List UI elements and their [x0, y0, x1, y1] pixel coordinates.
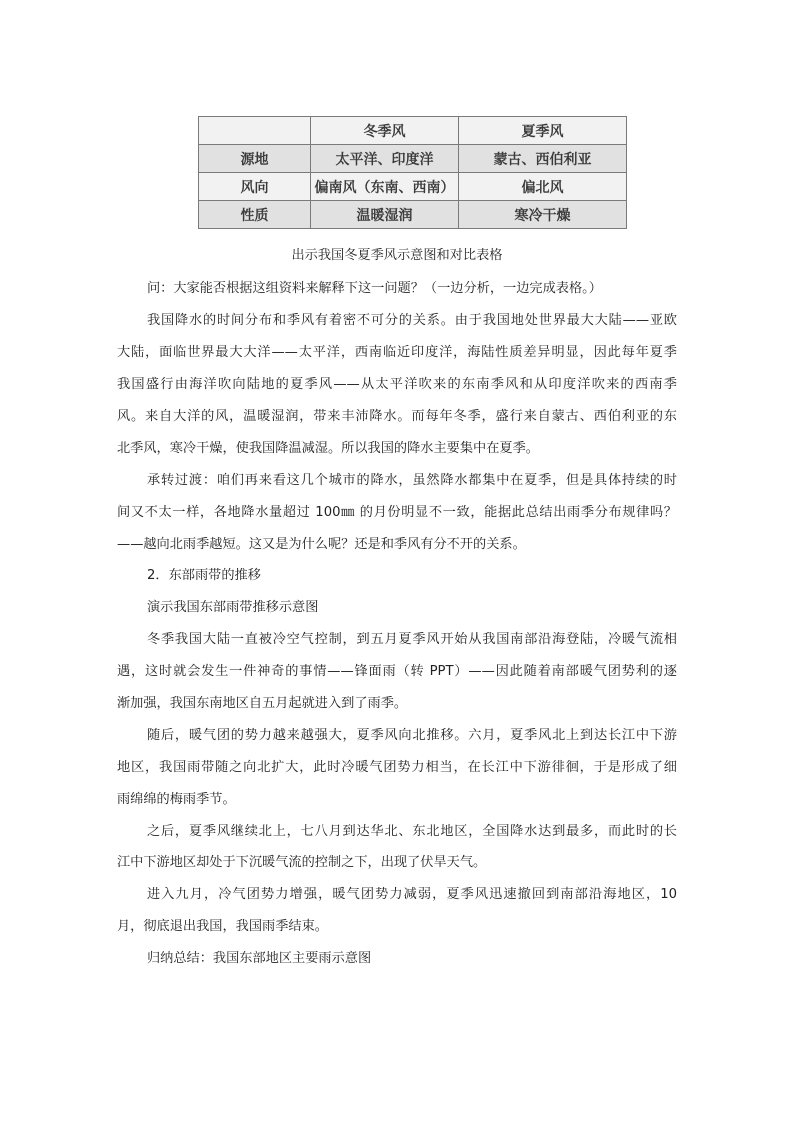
- text-line: 江中下游地区却处于下沉暖气流的控制之下，出现了伏旱天气。: [117, 855, 487, 870]
- table-header-cell: 夏季风: [459, 117, 627, 145]
- text-line: 进入九月，冷气团势力增强，暖气团势力减弱，夏季风迅速撤回到南部沿海地区，10: [147, 887, 677, 902]
- question-line: 问：大家能否根据这组资料来解释下这一问题？（一边分析，一边完成表格。）: [147, 281, 602, 296]
- text-line: 北季风，寒冷干燥，使我国降温减湿。所以我国的降水主要集中在夏季。: [117, 441, 539, 456]
- table-cell: 源地: [199, 145, 311, 173]
- text-line: 随后，暖气团的势力越来越强大，夏季风向北推移。六月，夏季风北上到达长江中下游: [147, 728, 677, 743]
- text-line: 之后，夏季风继续北上，七八月到达华北、东北地区，全国降水达到最多，而此时的长: [147, 824, 677, 839]
- table-cell: 偏南风（东南、西南）: [311, 173, 459, 201]
- text-line: 我国降水的时间分布和季风有着密不可分的关系。由于我国地处世界最大大陆——亚欧: [147, 313, 677, 328]
- table-cell: 太平洋、印度洋: [311, 145, 459, 173]
- table-row: [199, 145, 627, 173]
- text-line: 地区，我国雨带随之向北扩大，此时冷暖气团势力相当，在长江中下游徘徊，于是形成了细: [117, 760, 677, 775]
- table-header-cell: 冬季风: [311, 117, 459, 145]
- table-cell: 偏北风: [459, 173, 627, 201]
- table-cell: 蒙古、西伯利亚: [459, 145, 627, 173]
- text-line: 月，彻底退出我国，我国雨季结束。: [117, 919, 328, 934]
- text-line: 风。来自大洋的风，温暖湿润，带来丰沛降水。而每年冬季，盛行来自蒙古、西伯利亚的东: [117, 409, 677, 424]
- table-header-row: [199, 117, 627, 145]
- monsoon-comparison-table: [198, 116, 627, 229]
- text-line: 雨绵绵的梅雨季节。: [117, 792, 236, 807]
- table-cell: 寒冷干燥: [459, 201, 627, 229]
- table-header-cell: [199, 117, 311, 145]
- table-cell: 温暖湿润: [311, 201, 459, 229]
- text-line: 渐加强，我国东南地区自五月起就进入到了雨季。: [117, 696, 408, 711]
- text-line: ——越向北雨季越短。这又是为什么呢？还是和季风有分不开的关系。: [117, 537, 526, 552]
- summary-line: 归纳总结：我国东部地区主要雨示意图: [147, 951, 372, 966]
- table-row: [199, 173, 627, 201]
- text-line: 冬季我国大陆一直被冷空气控制，到五月夏季风开始从我国南部沿海登陆，冷暖气流相: [147, 632, 677, 647]
- text-line: 间又不太一样，各地降水量超过 100㎜ 的月份明显不一致，能据此总结出雨季分布规律吗？: [117, 505, 677, 520]
- text-line: 大陆，面临世界最大大洋——太平洋，西南临近印度洋，海陆性质差异明显，因此每年夏季: [117, 345, 677, 360]
- text-line: 演示我国东部雨带推移示意图: [147, 600, 319, 615]
- table-cell: 性质: [199, 201, 311, 229]
- table-row: [199, 201, 627, 229]
- section-heading: 2．东部雨带的推移: [147, 568, 261, 583]
- text-line: 承转过渡：咱们再来看这几个城市的降水，虽然降水都集中在夏季，但是具体持续的时: [147, 473, 677, 488]
- text-line: 遇，这时就会发生一件神奇的事情——锋面雨（转 PPT）——因此随着南部暖气团势利的逐: [117, 664, 677, 679]
- text-line: 我国盛行由海洋吹向陆地的夏季风——从太平洋吹来的东南季风和从印度洋吹来的西南季: [117, 377, 677, 392]
- table-caption: 出示我国冬夏季风示意图和对比表格: [291, 248, 503, 263]
- table-cell: 风向: [199, 173, 311, 201]
